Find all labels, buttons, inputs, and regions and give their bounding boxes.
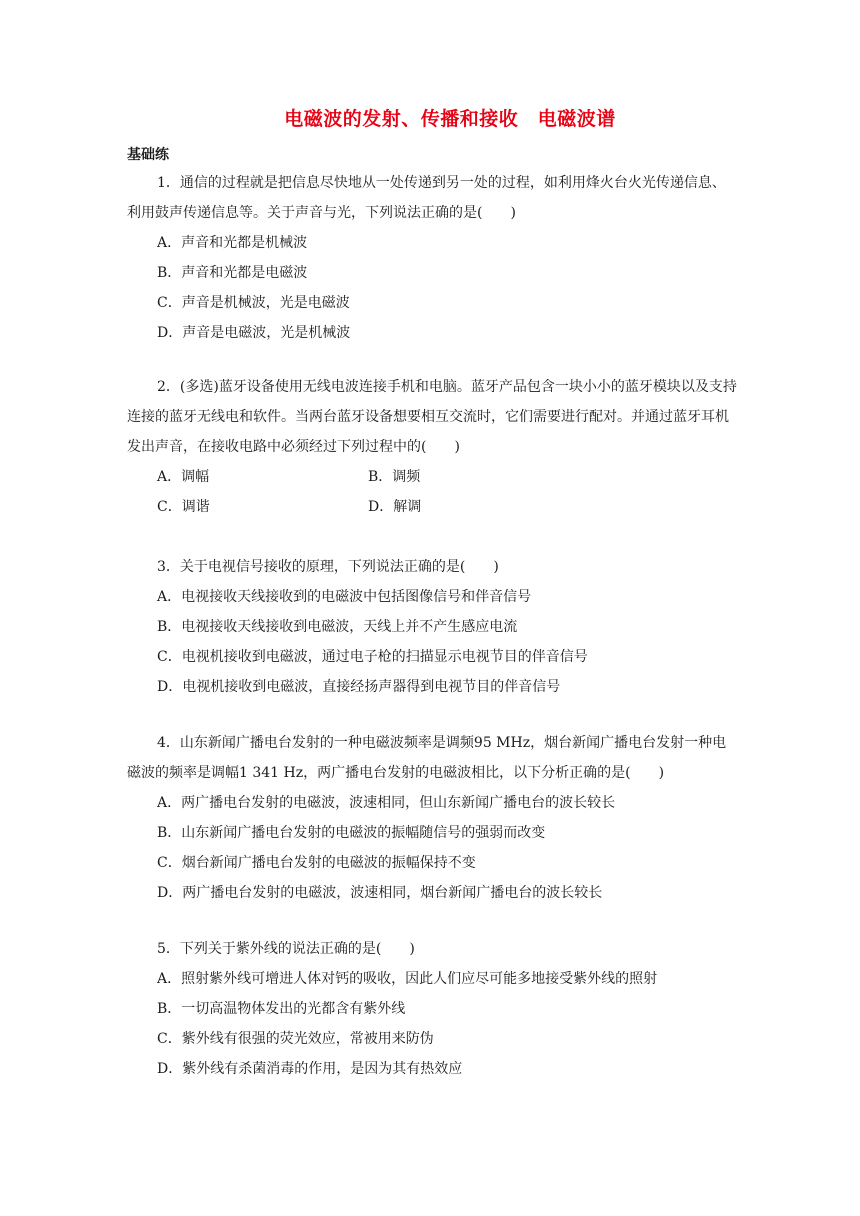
question-4 — [127, 728, 739, 908]
question-stem: 2．(多选)蓝牙设备使用无线电波连接手机和电脑。蓝牙产品包含一块小小的蓝牙模块以及支持连接的蓝牙无线电和软件。当两台蓝牙设备想要相互交流时，它们需要进行配对。并通过蓝牙耳机发出声音，在接收电路中必须经过下列过程中的( ) — [127, 379, 737, 455]
option-c: C．电视机接收到电磁波，通过电子枪的扫描显示电视节目的伴音信号 — [157, 649, 588, 665]
option-d: D．解调 — [368, 499, 422, 515]
option-d: D．电视机接收到电磁波，直接经扬声器得到电视节目的伴音信号 — [157, 679, 561, 695]
question-3 — [127, 552, 739, 702]
option-c: C．声音是机械波，光是电磁波 — [157, 295, 350, 311]
option-a: A．声音和光都是机械波 — [157, 235, 308, 251]
option-d: D．声音是电磁波，光是机械波 — [157, 325, 351, 341]
question-stem: 1．通信的过程就是把信息尽快地从一处传递到另一处的过程，如利用烽火台火光传递信息、利用鼓声传递信息等。关于声音与光，下列说法正确的是( ) — [127, 175, 726, 221]
option-row — [127, 462, 739, 492]
option-d: D．两广播电台发射的电磁波，波速相同，烟台新闻广播电台的波长较长 — [157, 885, 603, 901]
option-row — [127, 492, 739, 522]
option-a: A．调幅 — [157, 469, 210, 485]
option-a: A．电视接收天线接收到的电磁波中包括图像信号和伴音信号 — [157, 589, 532, 605]
option-b: B．调频 — [368, 469, 421, 485]
option-b: B．一切高温物体发出的光都含有紫外线 — [157, 1001, 406, 1017]
question-5 — [127, 934, 739, 1084]
option-a: A．两广播电台发射的电磁波，波速相同，但山东新闻广播电台的波长较长 — [157, 795, 616, 811]
question-1 — [127, 168, 739, 348]
question-stem: 4．山东新闻广播电台发射的一种电磁波频率是调频95 MHz，烟台新闻广播电台发射一种电磁波的频率是调幅1 341 Hz，两广播电台发射的电磁波相比，以下分析正确的是( ) — [127, 735, 727, 781]
question-stem: 3．关于电视信号接收的原理，下列说法正确的是( ) — [157, 559, 499, 575]
option-c: C．烟台新闻广播电台发射的电磁波的振幅保持不变 — [157, 855, 476, 871]
option-a: A．照射紫外线可增进人体对钙的吸收，因此人们应尽可能多地接受紫外线的照射 — [157, 971, 658, 987]
option-b: B．电视接收天线接收到电磁波，天线上并不产生感应电流 — [157, 619, 518, 635]
option-c: C．紫外线有很强的荧光效应，常被用来防伪 — [157, 1031, 434, 1047]
question-stem: 5．下列关于紫外线的说法正确的是( ) — [157, 941, 415, 957]
question-2 — [127, 372, 739, 522]
document-title: 电磁波的发射、传播和接收 电磁波谱 — [284, 108, 616, 130]
section-label: 基础练 — [127, 147, 169, 163]
option-c: C．调谐 — [157, 499, 210, 515]
option-b: B．山东新闻广播电台发射的电磁波的振幅随信号的强弱而改变 — [157, 825, 546, 841]
option-d: D．紫外线有杀菌消毒的作用，是因为其有热效应 — [157, 1061, 463, 1077]
option-b: B．声音和光都是电磁波 — [157, 265, 308, 281]
